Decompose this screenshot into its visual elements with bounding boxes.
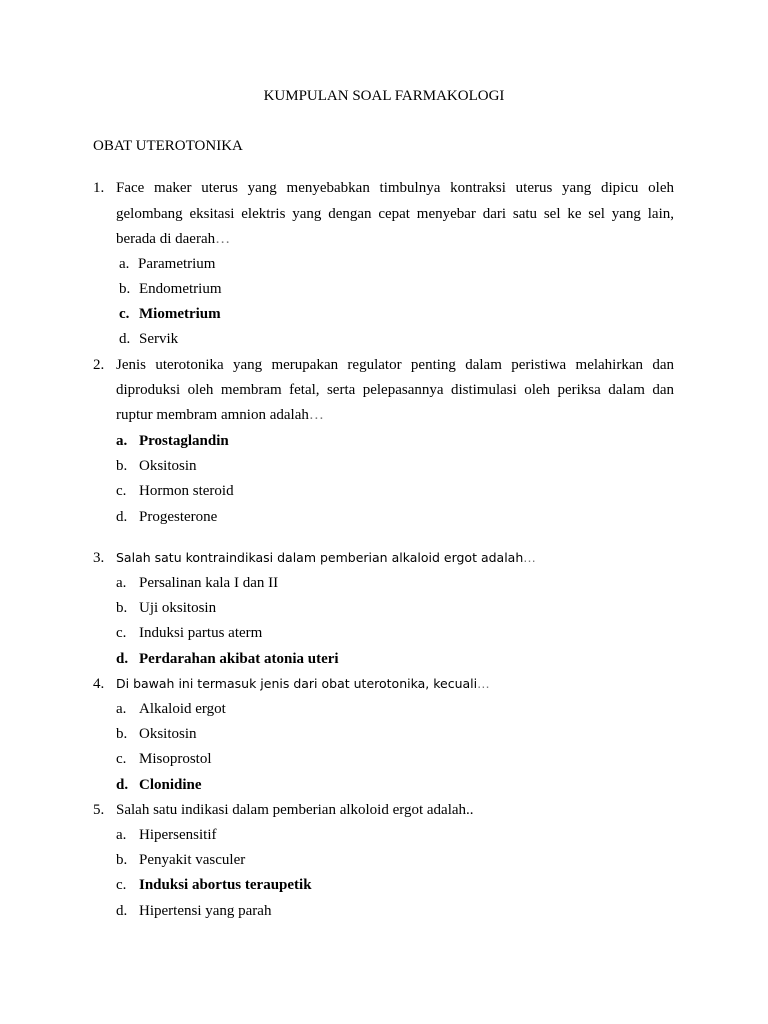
option-letter: b. [116,726,128,742]
option-text: Progesterone [139,509,218,525]
option-letter: d. [116,509,128,525]
option-letter: a. [116,575,127,591]
question-number: 1. [93,180,105,196]
question-number: 5. [93,802,105,818]
option-letter-correct: d. [116,651,129,667]
option-text: Endometrium [139,281,222,297]
option-letter: b. [116,852,128,868]
option-text: Oksitosin [139,458,197,474]
option-text: Hipertensi yang parah [139,903,272,919]
option-letter: a. [119,256,130,272]
option-text: Penyakit vasculer [139,852,246,868]
option-letter: d. [116,903,128,919]
option-letter: d. [119,331,131,347]
question-text-line [116,229,674,249]
question-text-line: Jenis uterotonika yang merupakan regulator penting dalam peristiwa melahirkan dan [116,357,674,373]
question-number: 2. [93,357,105,373]
section-title: OBAT UTEROTONIKA [93,138,243,154]
option-text: Servik [139,331,179,347]
option-text: Oksitosin [139,726,197,742]
option-text-correct: Prostaglandin [139,433,229,449]
option-letter: c. [116,751,127,767]
option-letter: a. [116,827,127,843]
option-letter-correct: a. [116,433,128,449]
ellipsis: … [308,407,324,423]
option-text: Misoprostol [139,751,212,767]
option-letter-correct: d. [116,777,129,793]
question-text: ruptur membram amnion adalah [116,407,309,423]
option-letter: b. [116,458,128,474]
option-letter: a. [116,701,127,717]
question-text: Salah satu kontraindikasi dalam pemberian alkaloid ergot adalah [116,550,524,565]
question-number: 4. [93,676,105,692]
question-text: Di bawah ini termasuk jenis dari obat uterotonika, kecuali [116,676,478,691]
option-text: Hormon steroid [139,483,234,499]
question-text-line [116,548,674,568]
question-text-line: Face maker uterus yang menyebabkan timbulnya kontraksi uterus yang dipicu oleh [116,180,674,196]
document-title: KUMPULAN SOAL FARMAKOLOGI [263,88,505,104]
option-text: Parametrium [138,256,216,272]
option-text-correct: Clonidine [139,777,202,793]
question-text-line: diproduksi oleh membram fetal, serta pelepasannya distimulasi oleh periksa dalam dan [116,382,674,398]
option-text-correct: Induksi abortus teraupetik [139,877,312,893]
question-text: berada di daerah [116,231,216,247]
ellipsis: … [477,676,490,691]
option-text: Hipersensitif [139,827,217,843]
option-text-correct: Miometrium [139,306,221,322]
option-letter: c. [116,625,127,641]
option-text-correct: Perdarahan akibat atonia uteri [139,651,339,667]
option-text: Uji oksitosin [139,600,217,616]
option-letter: b. [116,600,128,616]
ellipsis: … [215,231,231,247]
question-text-line [116,405,674,425]
option-letter: c. [116,877,127,893]
ellipsis: … [523,550,536,565]
question-text-line: gelombang eksitasi elektris yang dengan cepat menyebar dari satu sel ke sel yang lain, [116,206,674,222]
question-number: 3. [93,550,105,566]
question-text-line: Salah satu indikasi dalam pemberian alkoloid ergot adalah.. [116,802,474,818]
option-letter-correct: c. [119,306,130,322]
question-text-line [116,674,674,694]
option-text: Alkaloid ergot [139,701,226,717]
option-text: Persalinan kala I dan II [139,575,279,591]
option-text: Induksi partus aterm [139,625,263,641]
option-letter: c. [116,483,127,499]
option-letter: b. [119,281,131,297]
